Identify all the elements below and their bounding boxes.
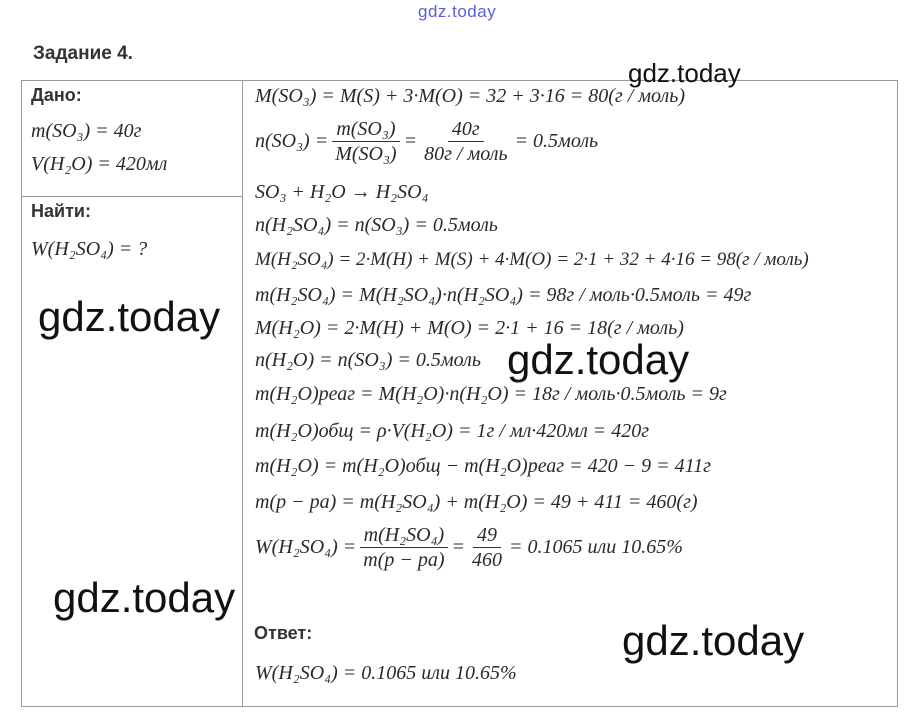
fraction-rhs: = 0.1065 или 10.65% [509,536,683,558]
top-watermark: gdz.today [418,2,497,21]
solution-fraction-line [255,523,683,572]
equals-sign: = [403,130,418,152]
solution-line: m(p − pa) = m(H₂SO₄) + m(H₂O) = 49 + 411 = 460(г) [255,491,698,513]
task-title: Задание 4. [33,43,133,64]
solution-line: m(H₂O)реаг = M(H₂O)·n(H₂O) = 18г / моль·0.5моль = 9г [255,383,727,405]
given-label: Дано: [31,85,82,105]
fraction [468,523,506,572]
watermark: gdz.today [53,574,236,621]
solution-line: n(H₂O) = n(SO₃) = 0.5моль [255,349,481,371]
fraction-lhs: n(SO₃) = [255,130,329,152]
denominator: M(SO₃) [335,143,397,165]
table-bottom-border [21,706,898,707]
answer-value: W(H₂SO₄) = 0.1065 или 10.65% [255,662,517,684]
solution-line: m(H₂SO₄) = M(H₂SO₄)·n(H₂SO₄) = 98г / моль·0.5моль = 49г [255,284,752,306]
watermark: gdz.today [507,336,690,383]
watermark: gdz.today [38,293,221,340]
watermark: gdz.today [622,617,805,664]
given-line: m(SO₃) = 40г [31,120,142,142]
fraction-rhs: = 0.5моль [514,130,599,152]
find-label: Найти: [31,201,91,221]
fraction-lhs: W(H₂SO₄) = [255,536,357,558]
numerator: m(SO₃) [332,117,399,142]
solution-line: m(H₂O)общ = ρ·V(H₂O) = 1г / мл·420мл = 420г [255,420,650,442]
solution-fraction-line [255,117,598,166]
denominator: 460 [472,549,503,571]
fraction [359,523,448,572]
table-left-border [21,80,22,707]
numerator: m(H₂SO₄) [360,523,449,548]
answer-label: Ответ: [254,623,313,643]
fraction [420,117,511,166]
given-find-divider [21,196,242,197]
table-top-border [21,80,898,81]
denominator: 80г / моль [424,143,508,165]
solution-line: M(SO₃) = M(S) + 3·M(O) = 32 + 3·16 = 80(г / моль) [255,85,686,107]
solution-line: m(H₂O) = m(H₂O)общ − m(H₂O)реаг = 420 − 9 = 411г [255,455,711,477]
fraction [331,117,400,166]
solution-line: M(H₂O) = 2·M(H) + M(O) = 2·1 + 16 = 18(г / моль) [255,317,684,339]
table-right-border [897,80,898,707]
denominator: m(p − pa) [363,549,445,571]
solution-line: n(H₂SO₄) = n(SO₃) = 0.5моль [255,214,498,236]
numerator: 49 [473,523,501,548]
solution-line: SO₃ + H₂O → H₂SO₄ [255,181,429,203]
solution-line: M(H₂SO₄) = 2·M(H) + M(S) + 4·M(O) = 2·1 + 32 + 4·16 = 98(г / моль) [255,249,809,270]
column-divider [242,80,243,707]
given-line: V(H₂O) = 420мл [31,153,168,175]
watermark: gdz.today [628,58,741,88]
equals-sign: = [451,536,466,558]
find-line: W(H₂SO₄) = ? [31,238,148,260]
numerator: 40г [448,117,484,142]
